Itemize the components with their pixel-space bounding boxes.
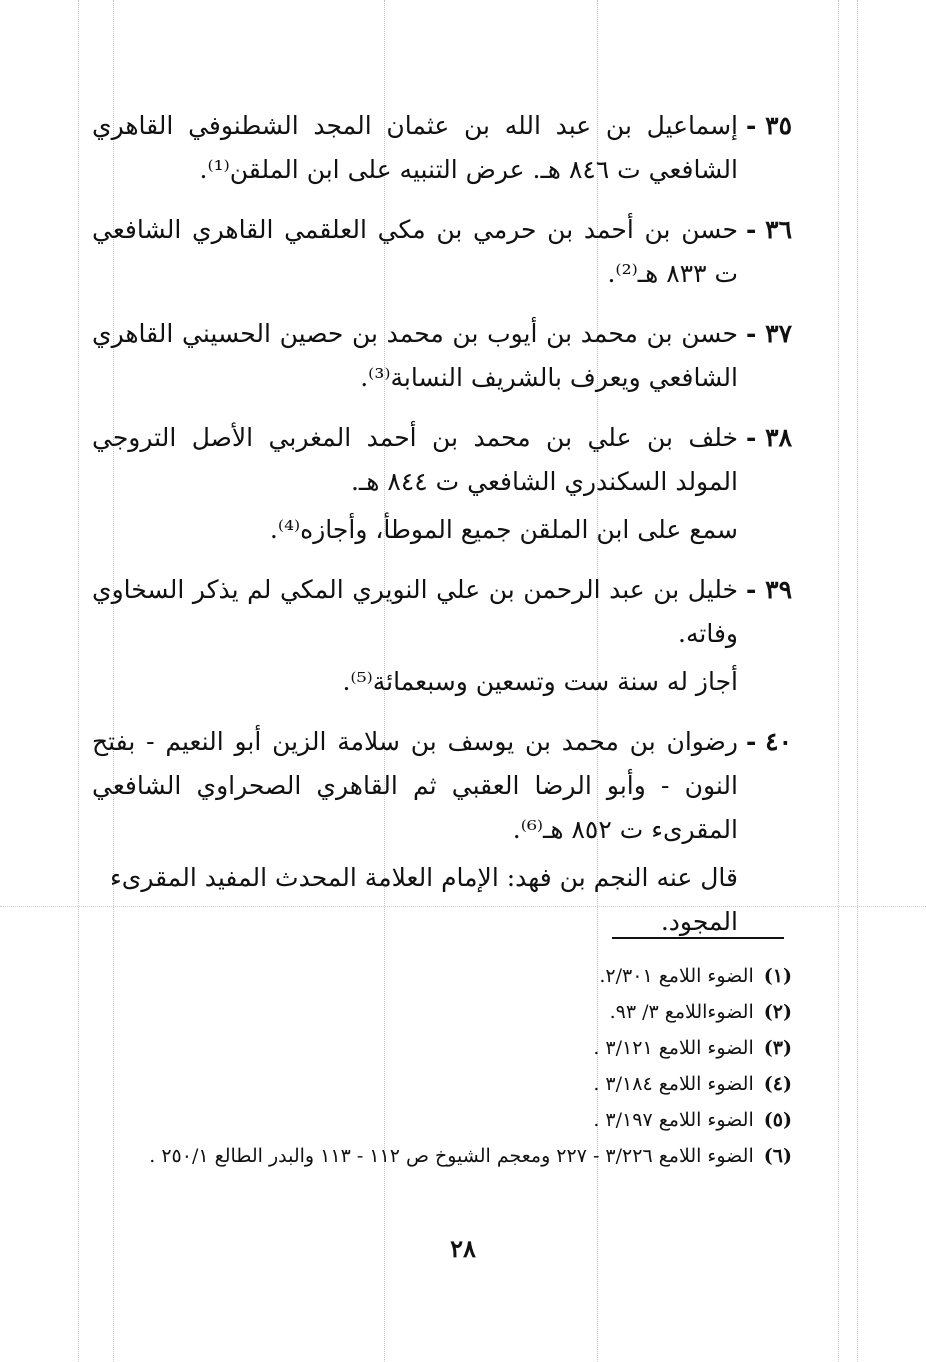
footnote-text: الضوءاللامع ٣/ ٩٣. xyxy=(609,1001,754,1023)
entry-text: حسن بن أحمد بن حرمي بن مكي العلقمي القاهري الشافعي ت ٨٣٣ هـ⁽²⁾. xyxy=(92,215,738,288)
footnotes xyxy=(92,958,792,1174)
entry-text: إسماعيل بن عبد الله بن عثمان المجد الشطنوفي القاهري الشافعي ت ٨٤٦ هـ. عرض التنبيه على ابن الملقن⁽¹⁾. xyxy=(92,111,738,184)
footnote-separator xyxy=(612,937,784,939)
entry-text: خليل بن عبد الرحمن بن علي النويري المكي لم يذكر السخاوي وفاته. xyxy=(92,575,738,648)
entry-note: أجاز له سنة ست وتسعين وسبعمائة⁽⁵⁾. xyxy=(342,667,738,696)
footnote xyxy=(92,1138,792,1174)
footnote xyxy=(92,1066,792,1102)
entry-text: حسن بن محمد بن أيوب بن محمد بن حصين الحسيني القاهري الشافعي ويعرف بالشريف النسابة⁽³⁾. xyxy=(92,319,738,392)
entry-number: ٤٠ - xyxy=(746,727,792,756)
entry-number: ٣٨ - xyxy=(746,423,792,452)
footnote xyxy=(92,1030,792,1066)
footnote-number: (٢) xyxy=(763,1001,792,1023)
entry-number: ٣٥ - xyxy=(746,111,792,140)
biography-entry xyxy=(92,312,792,400)
entry-text: رضوان بن محمد بن يوسف بن سلامة الزين أبو النعيم - بفتح النون - وأبو الرضا العقبي ثم القاهري الصحراوي الشافعي المقرىء ت ٨٥٢ هـ⁽⁶⁾. xyxy=(92,727,738,844)
footnote-text: الضوء اللامع ٢/٣٠١. xyxy=(599,965,754,987)
footnote-number: (١) xyxy=(763,965,792,987)
footnote-text: الضوء اللامع ٣/١٩٧ . xyxy=(593,1109,754,1131)
biography-entries xyxy=(92,104,792,960)
footnote-number: (٥) xyxy=(763,1109,792,1131)
biography-entry xyxy=(92,720,792,944)
footnote-number: (٣) xyxy=(763,1037,792,1059)
scan-artifact-line xyxy=(857,0,858,1362)
biography-entry xyxy=(92,416,792,552)
footnote xyxy=(92,1102,792,1138)
scan-artifact-line xyxy=(78,0,79,1362)
footnote-number: (٤) xyxy=(763,1073,792,1095)
footnote-number: (٦) xyxy=(763,1145,792,1167)
entry-note: سمع على ابن الملقن جميع الموطأ، وأجازه⁽⁴⁾. xyxy=(269,515,738,544)
entry-number: ٣٦ - xyxy=(746,215,792,244)
page-number: ٢٨ xyxy=(450,1234,476,1263)
biography-entry xyxy=(92,568,792,704)
footnote-text: الضوء اللامع ٣/١٢١ . xyxy=(593,1037,754,1059)
footnote-text: الضوء اللامع ٣/١٨٤ . xyxy=(593,1073,754,1095)
biography-entry xyxy=(92,104,792,192)
footnote xyxy=(92,994,792,1030)
entry-number: ٣٩ - xyxy=(746,575,792,604)
entry-text: خلف بن علي بن محمد بن أحمد المغربي الأصل التروجي المولد السكندري الشافعي ت ٨٤٤ هـ. xyxy=(92,423,738,496)
footnote-text: الضوء اللامع ٣/٢٢٦ - ٢٢٧ ومعجم الشيوخ ص ١١٢ - ١١٣ والبدر الطالع ٢٥٠/١ . xyxy=(149,1145,754,1167)
biography-entry xyxy=(92,208,792,296)
footnote xyxy=(92,958,792,994)
entry-number: ٣٧ - xyxy=(746,319,792,348)
scan-artifact-line xyxy=(838,0,839,1362)
entry-note: قال عنه النجم بن فهد: الإمام العلامة المحدث المفيد المقرىء المجود. xyxy=(110,863,738,936)
